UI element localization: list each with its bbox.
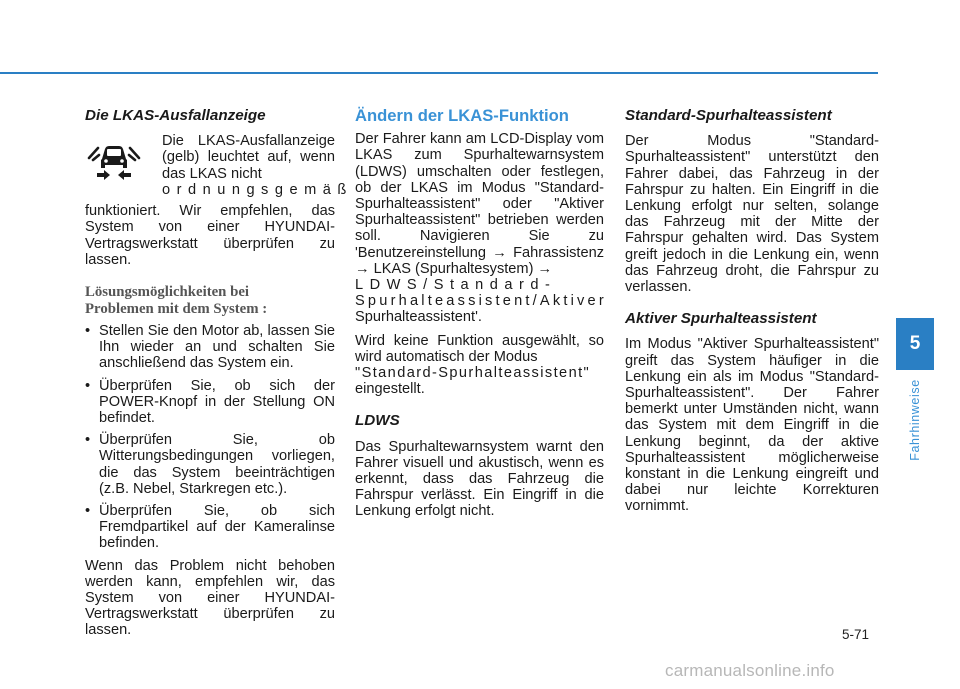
warning-text-2: ordnungsgemäß <box>162 181 353 198</box>
lkas-failure-heading: Die LKAS-Ausfallanzeige <box>85 107 266 124</box>
paragraph-active: Im Modus "Aktiver Spurhalteassistent" greift das System häufiger in die Lenkung ein als im Modus "Standard-Spurhalteassistent". Der Fahrer bemerkt unter Umständen nicht, wann das System mit dem Eingriff in die Lenkung beginnt, da der aktive Spurhalteassistent möglicherweise konstant in die Lenkung eingreift und dabei nur leichte Korrekturen vornimmt. <box>625 336 879 515</box>
paragraph-ldws: Das Spurhaltewarnsystem warnt den Fahrer visuell und akustisch, wenn es erkennt, dass das Fahrzeug die Fahrspur verlässt. Ein Eingriff in die Lenkung erfolgt nicht. <box>355 438 604 520</box>
paragraph-default-a: Wird keine Funktion ausgewählt, so wird automatisch der Modus <box>355 332 604 365</box>
paragraph-change-d: Spurhalteassistent'. <box>355 309 482 326</box>
active-assist-heading: Aktiver Spurhalteassistent <box>625 310 817 328</box>
chapter-label-text: Fahrhinweise <box>908 379 922 461</box>
list-item: • Stellen Sie den Motor ab, lassen Sie Ihn wieder an und schalten Sie anschließend das System ein. <box>85 323 335 372</box>
solutions-heading <box>85 284 335 317</box>
watermark: carmanualsonline.info <box>665 661 835 680</box>
list-item: • Überprüfen Sie, ob sich der POWER-Knopf in der Stellung ON befindet. <box>85 378 335 427</box>
paragraph-change-b: LDWS/Standard- <box>355 277 557 294</box>
warning-text-1: Die LKAS-Ausfallanzeige (gelb) leuchtet auf, wenn das LKAS nicht <box>162 133 335 182</box>
top-rule <box>0 72 878 74</box>
solutions-list <box>85 323 335 552</box>
paragraph-standard: Der Modus "Standard-Spurhalteassistent" unterstützt den Fahrer dabei, das Fahrzeug in der Fahrspur zu halten. Ein Eingriff in die Lenkung erfolgt nur selten, solange das Fahrzeug mit der Mitte der Fahrspur gehalten wird. Das System greift jedoch in die Lenkung ein, wenn das Fahrzeug droht, die Fahrspur zu verlassen. <box>625 133 879 296</box>
solutions-heading-line2: Problemen mit dem System : <box>85 300 268 317</box>
warning-block <box>85 133 353 203</box>
closing-paragraph: Wenn das Problem nicht behoben werden kann, empfehlen wir, das System von einer HYUNDAI-Vertragswerkstatt überprüfen zu lassen. <box>85 557 335 639</box>
warning-text-cont: funktioniert. Wir empfehlen, das System von einer HYUNDAI-Vertragswerkstatt überprüfen zu lassen. <box>85 203 335 268</box>
paragraph-default-c: eingestellt. <box>355 381 425 398</box>
chapter-label <box>898 372 932 468</box>
lkas-warning-icon <box>85 137 143 181</box>
change-lkas-heading: Ändern der LKAS-Funktion <box>355 106 569 125</box>
list-item: • Überprüfen Sie, ob Witterungsbedingungen vorliegen, die das System beeinträchtigen (z.B. Nebel, Starkregen etc.). <box>85 432 335 497</box>
list-item: • Überprüfen Sie, ob sich Fremdpartikel auf der Kameralinse befinden. <box>85 503 335 552</box>
chapter-number-tab: 5 <box>896 318 934 370</box>
page-number: 5-71 <box>842 627 870 642</box>
paragraph-change-c: Spurhalteassistent/Aktiver <box>355 293 607 310</box>
paragraph-change-a: Der Fahrer kann am LCD-Display vom LKAS zum Spurhaltewarnsystem (LDWS) umschalten oder festlegen, ob der LKAS im Modus "Standard-Spurhalteassistent" oder "Aktiver Spurhalteassistent" betrieben werden soll. Navigieren Sie zu 'Benutzereinstellung → Fahrassistenz → LKAS (Spurhaltesystem) → <box>355 131 604 277</box>
paragraph-default-b: "Standard-Spurhalteassistent" <box>355 365 591 382</box>
solutions-heading-line1: Lösungsmöglichkeiten bei <box>85 284 250 301</box>
column-middle <box>355 106 607 520</box>
ldws-heading: LDWS <box>355 412 400 430</box>
column-left <box>85 107 353 639</box>
standard-assist-heading: Standard-Spurhalteassistent <box>625 107 832 124</box>
column-right <box>625 108 879 515</box>
